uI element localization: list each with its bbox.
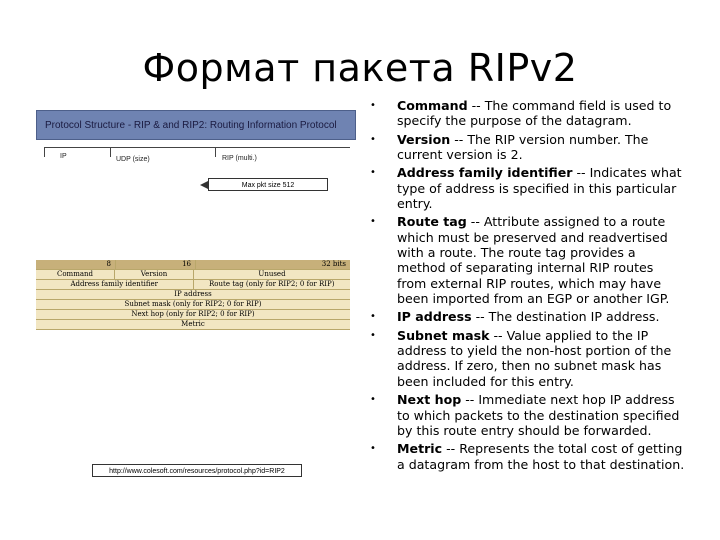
header-line xyxy=(44,147,350,148)
field-term: IP address xyxy=(397,309,472,325)
list-item xyxy=(366,214,686,306)
bit-scale-row xyxy=(36,260,350,270)
list-item xyxy=(366,328,686,390)
field-desc: -- Immediate next hop IP address to which packets to the destination specified by this route entry should be forwarded. xyxy=(397,392,680,438)
bit-label: 32 bits xyxy=(321,260,346,268)
subnet-mask-cell: Subnet mask (only for RIP2; 0 for RIP) xyxy=(124,300,262,308)
table-row xyxy=(36,310,350,320)
route-tag-cell: Route tag (only for RIP2; 0 for RIP) xyxy=(209,280,335,288)
metric-cell: Metric xyxy=(181,320,205,328)
rip-packet-table xyxy=(36,260,350,330)
bullet-icon: • xyxy=(370,216,376,228)
max-packet-size: Max pkt size 512 xyxy=(208,178,328,191)
field-term: Next hop xyxy=(397,392,462,408)
bit-label: 16 xyxy=(116,260,196,269)
source-url: http://www.colesoft.com/resources/protocol.php?id=RIP2 xyxy=(92,464,302,477)
bullet-icon: • xyxy=(370,443,376,455)
table-row xyxy=(36,300,350,310)
field-term: Command xyxy=(397,98,468,113)
table-row xyxy=(36,270,350,280)
field-desc: -- Represents the total cost of getting a datagram from the host to that destination. xyxy=(397,441,685,472)
header-tick xyxy=(44,147,45,157)
header-tick xyxy=(110,147,111,157)
field-term: Address family identifier xyxy=(397,165,573,181)
list-item xyxy=(366,309,686,324)
page-title: Формат пакета RIPv2 xyxy=(142,46,578,90)
header-tick xyxy=(215,147,216,157)
field-desc: -- Indicates what type of address is specified in this particular entry. xyxy=(397,165,682,212)
field-desc: -- The destination IP address. xyxy=(471,309,660,325)
table-row xyxy=(36,290,350,300)
bullet-icon: • xyxy=(370,100,376,111)
command-cell: Command xyxy=(36,270,115,279)
udp-label: UDP (size) xyxy=(116,156,150,163)
arrow-icon xyxy=(200,181,208,189)
rip-label: RIP (multi.) xyxy=(222,155,257,162)
field-term: Metric xyxy=(397,441,443,457)
list-item xyxy=(366,98,686,129)
list-item xyxy=(366,392,686,438)
next-hop-cell: Next hop (only for RIP2; 0 for RIP) xyxy=(131,310,255,318)
field-desc: -- Attribute assigned to a route which must be preserved and readvertised with a route. The route tag provides a method of separating internal RIP routes from external RIP routes, which may have been imported from an EGP or another IGP. xyxy=(397,214,670,307)
bullet-icon: • xyxy=(370,394,376,406)
table-row xyxy=(36,320,350,330)
field-desc: -- The RIP version number. The current version is 2. xyxy=(397,131,649,163)
bullet-icon: • xyxy=(370,329,376,341)
table-row xyxy=(36,280,350,290)
list-item xyxy=(366,165,686,211)
list-item xyxy=(366,441,686,472)
field-desc: -- Value applied to the IP address to yield the non-host portion of the address. If zero, then no subnet mask has been included for this entry. xyxy=(397,327,672,389)
bullet-icon: • xyxy=(370,311,376,323)
unused-cell: Unused xyxy=(258,270,286,278)
afi-cell: Address family identifier xyxy=(36,280,194,289)
ip-label: IP xyxy=(60,153,67,160)
bit-label: 8 xyxy=(36,260,116,269)
diagram-banner: Protocol Structure - RIP & and RIP2: Routing Information Protocol xyxy=(36,110,356,140)
field-term: Version xyxy=(397,131,451,147)
field-list xyxy=(366,98,686,475)
bullet-icon: • xyxy=(370,133,376,145)
list-item xyxy=(366,132,686,163)
bullet-icon: • xyxy=(370,167,376,179)
field-desc: -- The command field is used to specify the purpose of the datagram. xyxy=(397,98,672,129)
ip-address-cell: IP address xyxy=(174,290,212,298)
version-cell: Version xyxy=(115,270,194,279)
field-term: Route tag xyxy=(397,214,467,230)
field-term: Subnet mask xyxy=(397,327,490,343)
